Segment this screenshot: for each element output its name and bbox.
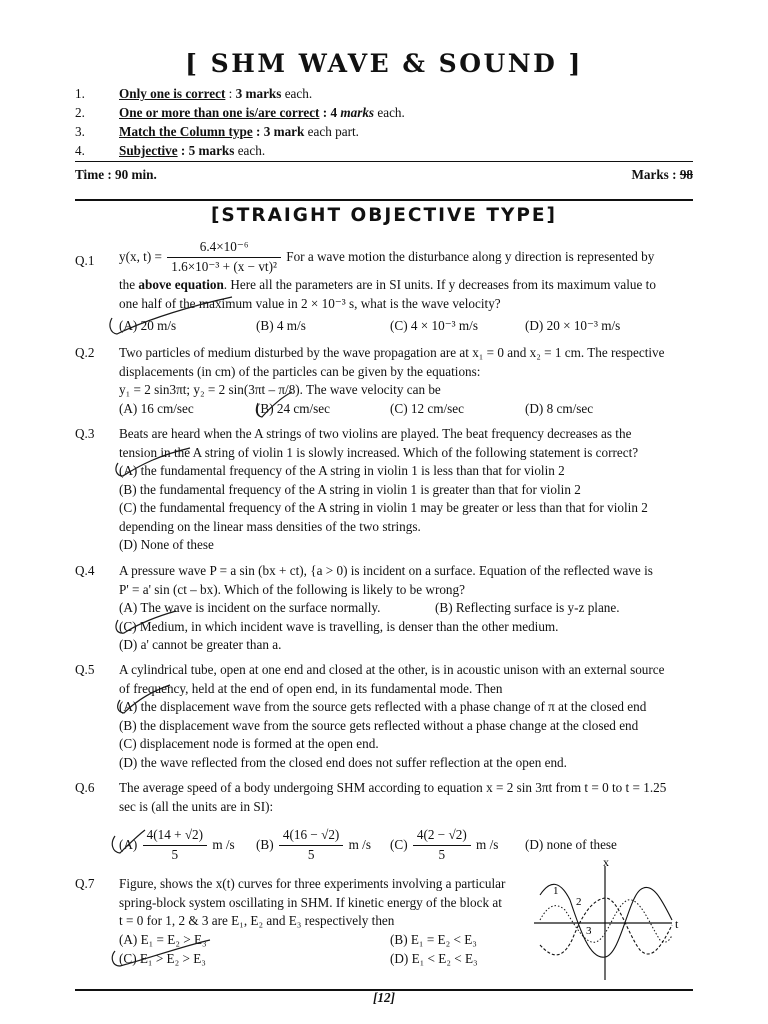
divider — [75, 199, 693, 201]
equation-lhs: y(x, t) = — [119, 248, 162, 264]
option-d[interactable]: (D) the wave reflected from the closed end does not suffer reflection at the open end. — [119, 754, 567, 770]
option-c[interactable] — [390, 826, 498, 864]
rule-number: 2. — [75, 105, 85, 120]
rule-sep: : — [225, 86, 236, 101]
question-number: Q.1 — [75, 253, 95, 268]
rule-number: 3. — [75, 124, 85, 139]
rule-sep: : 4 — [319, 105, 341, 120]
rule-type: Only one is correct — [119, 86, 226, 101]
option-d[interactable]: (D) a' cannot be greater than a. — [119, 637, 282, 652]
fraction-numerator: 4(2 − √2) — [413, 826, 471, 846]
rule-item — [75, 123, 405, 142]
page-number: [12] — [373, 990, 395, 1005]
option-label: (B) — [256, 836, 274, 852]
rule-marks: marks — [340, 105, 375, 120]
options-row — [119, 950, 559, 969]
option-b[interactable]: (B) 24 cm/sec — [256, 400, 330, 416]
option-a[interactable]: (A) 16 cm/sec — [119, 400, 194, 416]
marks-label: Marks : — [631, 167, 680, 182]
question-number: Q.6 — [75, 780, 95, 795]
rule-item — [75, 104, 405, 123]
option-c[interactable]: (C) displacement node is formed at the open end. — [119, 736, 379, 751]
page-title: [ SHM WAVE & SOUND ] — [185, 49, 583, 78]
option-a[interactable]: (A) the displacement wave from the source gets reflected with a phase change of π at the closed end — [119, 699, 647, 714]
rule-number: 1. — [75, 86, 85, 101]
rule-item — [75, 85, 405, 104]
rule-sep: : — [177, 143, 189, 158]
option-b[interactable]: (B) the fundamental frequency of the A string in violin 1 is greater than that for violin 2 — [119, 481, 581, 497]
option-label: (A) — [119, 836, 138, 852]
section-title: [STRAIGHT OBJECTIVE TYPE] — [210, 205, 558, 226]
option-a[interactable]: (A) the fundamental frequency of the A string in violin 1 is less than that for violin 2 — [119, 463, 565, 478]
option-d[interactable]: (D) 20 × 10⁻³ m/s — [525, 318, 621, 333]
question-body — [119, 661, 695, 698]
option-c[interactable]: (C) Medium, in which incident wave is travelling, is denser than the other medium. — [119, 618, 559, 634]
fraction-numerator: 6.4×10⁻⁶ — [167, 238, 281, 258]
question-text-tail: For a wave motion the disturbance along y direction is represented by — [282, 248, 655, 264]
option-c[interactable]: (C) E₁ > E₂ > E₃ — [119, 950, 206, 966]
question-body — [119, 344, 695, 418]
curve-2 — [540, 898, 672, 955]
question-number: Q.7 — [75, 876, 95, 891]
option-unit: m /s — [348, 836, 371, 852]
option-fraction — [143, 826, 207, 864]
question-text — [119, 276, 695, 295]
options-row — [119, 400, 695, 419]
fraction-denominator: 5 — [438, 846, 446, 862]
rule-tail: each. — [374, 105, 405, 120]
question-number: Q.5 — [75, 662, 95, 677]
options-row — [119, 599, 695, 618]
option-unit: m /s — [212, 836, 235, 852]
question-text: Figure, shows the x(t) curves for three experiments involving a particular — [119, 876, 506, 891]
question-text: tension in the A string of violin 1 is slowly increased. Which of the following statement is correct? — [119, 444, 639, 460]
question-text: sec is (all the units are in SI): — [119, 798, 274, 814]
option-label: (C) — [390, 836, 408, 852]
option-a[interactable]: (A) 20 m/s — [119, 318, 177, 333]
question-body — [119, 875, 539, 931]
curve-3-label: 3 — [586, 925, 592, 937]
rule-type: Subjective — [119, 143, 178, 158]
rule-tail: each part. — [304, 124, 359, 139]
curve-1-label: 1 — [553, 885, 559, 897]
option-c-continued: depending on the linear mass densities of the two strings. — [119, 518, 421, 534]
curve-1 — [540, 884, 672, 957]
divider — [75, 161, 693, 162]
marking-rules — [75, 85, 405, 161]
marks-value: 98 — [679, 167, 693, 182]
question-text: one half of the maximum value in 2 × 10⁻³ s, what is the wave velocity? — [119, 295, 501, 311]
question-number: Q.2 — [75, 345, 95, 360]
question-number: Q.3 — [75, 426, 95, 441]
rule-item — [75, 142, 405, 161]
options-row — [119, 317, 695, 336]
option-c[interactable]: (C) 4 × 10⁻³ m/s — [390, 318, 478, 333]
graph-t-label: t — [675, 917, 679, 931]
option-unit: m /s — [476, 836, 499, 852]
option-c[interactable]: (C) the fundamental frequency of the A string in violin 1 may be greater or less than that for violin 2 — [119, 500, 648, 515]
question-7-options — [119, 931, 559, 968]
rule-tail: each. — [234, 143, 266, 158]
curve-2-label: 2 — [576, 896, 582, 908]
question-5-options — [119, 698, 695, 772]
emphasis: above equation — [138, 277, 224, 292]
rule-tail: each. — [281, 86, 313, 101]
text-fragment: . Here all the parameters are in SI units. If y decreases from its maximum value to — [223, 277, 656, 292]
question-text: A pressure wave P = a sin (bx + ct), {a > 0) is incident on a surface. Equation of the reflected wave is — [119, 563, 653, 578]
question-body — [119, 562, 695, 655]
question-text: The average speed of a body undergoing SHM according to equation x = 2 sin 3πt from t = 0 to t = 1.25 — [119, 780, 667, 795]
question-text — [119, 238, 695, 276]
option-c[interactable]: (C) 12 cm/sec — [390, 400, 464, 416]
question-text: of frequency, held at the end of open end, in its fundamental mode. Then — [119, 680, 503, 696]
fraction-numerator: 4(16 − √2) — [279, 826, 343, 846]
question-text: y₁ = 2 sin3πt; y₂ = 2 sin(3πt – π/8). The wave velocity can be — [119, 382, 441, 397]
options-row — [119, 931, 559, 950]
question-3-options — [119, 462, 695, 555]
question-text: spring-block system oscillating in SHM. If kinetic energy of the block at — [119, 894, 502, 910]
option-fraction — [279, 826, 343, 864]
option-b[interactable]: (B) E₁ = E₂ < E₃ — [390, 932, 477, 947]
equation-fraction — [167, 238, 281, 276]
fraction-denominator: 5 — [307, 846, 315, 862]
rule-sep: : — [252, 124, 264, 139]
question-text: Beats are heard when the A strings of two violins are played. The beat frequency decreases as the — [119, 426, 632, 441]
fraction-numerator: 4(14 + √2) — [143, 826, 207, 846]
question-6-options — [119, 826, 695, 866]
option-b[interactable]: (B) 4 m/s — [256, 318, 306, 333]
time-limit: Time : 90 min. — [75, 167, 157, 182]
option-a[interactable]: (A) The wave is incident on the surface normally. — [119, 600, 381, 615]
option-d[interactable]: (D) 8 cm/sec — [525, 400, 594, 416]
curve-3 — [540, 900, 672, 943]
option-a[interactable] — [119, 826, 235, 864]
rule-type: Match the Column type — [119, 124, 253, 139]
rule-marks: 3 mark — [263, 124, 305, 139]
question-body — [119, 425, 695, 462]
time-marks-row — [75, 166, 693, 185]
total-marks — [631, 166, 693, 185]
option-a[interactable]: (A) E₁ = E₂ > E₃ — [119, 932, 207, 947]
rule-type: One or more than one is/are correct — [119, 105, 320, 120]
question-text: displacements (in cm) of the particles can be given by the equations: — [119, 363, 481, 379]
rule-number: 4. — [75, 143, 85, 158]
fraction-denominator: 1.6×10⁻³ + (x − vt)² — [171, 258, 277, 274]
graph-x-label: x — [603, 855, 609, 869]
question-body — [119, 238, 695, 336]
text-fragment: the — [119, 277, 139, 292]
question-number: Q.4 — [75, 563, 95, 578]
rule-marks: 3 marks — [235, 86, 282, 101]
option-d[interactable]: (D) none of these — [525, 837, 617, 852]
question-text: P' = a' sin (ct – bx). Which of the following is likely to be wrong? — [119, 581, 465, 597]
question-body — [119, 779, 695, 816]
rule-marks: 5 marks — [188, 143, 235, 158]
question-text: A cylindrical tube, open at one end and closed at the other, is in acoustic unison with an external source — [119, 662, 665, 677]
option-b[interactable]: (B) the displacement wave from the source gets reflected without a phase change at the closed end — [119, 717, 639, 733]
question-text: Two particles of medium disturbed by the wave propagation are at x₁ = 0 and x₂ = 1 cm. The respective — [119, 345, 665, 360]
option-d[interactable]: (D) E₁ < E₂ < E₃ — [390, 950, 478, 966]
option-fraction — [413, 826, 471, 864]
fraction-denominator: 5 — [171, 846, 179, 862]
option-b[interactable] — [256, 826, 371, 864]
question-text: t = 0 for 1, 2 & 3 are E₁, E₂ and E₃ respectively then — [119, 913, 395, 928]
option-b[interactable]: (B) Reflecting surface is y-z plane. — [435, 600, 620, 615]
option-d[interactable]: (D) None of these — [119, 537, 214, 552]
